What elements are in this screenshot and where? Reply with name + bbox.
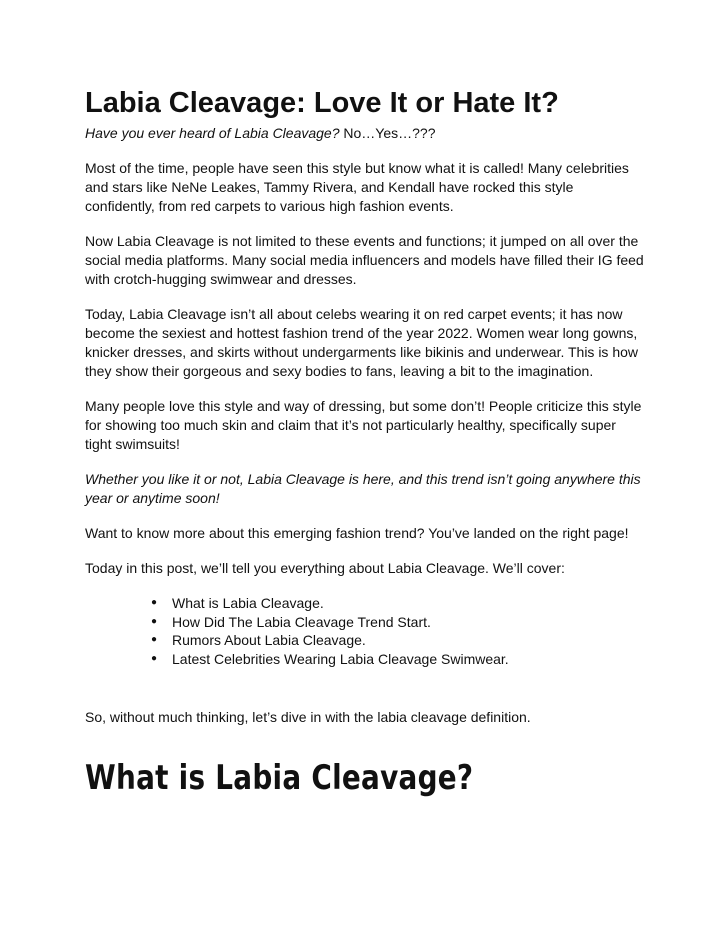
paragraph-social-media: Now Labia Cleavage is not limited to these events and functions; it jumped on all over the social media platforms. Many social media influencers and models have filled their IG feed with crotch-hugging swimwear and dresses. [85,233,644,287]
intro-line [85,124,645,143]
paragraph-trend-2022: Today, Labia Cleavage isn’t all about celebs wearing it on red carpet events; it has now become the sexiest and hottest fashion trend of the year 2022. Women wear long gowns, knicker dresses, and skirts without undergarments like bikinis and underwear. This is how they show their gorgeous and sexy bodies to fans, leaving a bit to the imagination. [85,306,638,379]
paragraph-cover: Today in this post, we’ll tell you everything about Labia Cleavage. We’ll cover: [85,560,565,576]
paragraph-closing: So, without much thinking, let’s dive in with the labia cleavage definition. [85,709,531,725]
list-item: ● Latest Celebrities Wearing Labia Cleavage Swimwear. [172,650,645,669]
list-item: ● What is Labia Cleavage. [172,594,645,613]
topics-list [85,594,645,668]
list-item: ● How Did The Labia Cleavage Trend Start. [172,613,645,632]
paragraph-celebrities: Most of the time, people have seen this style but know what it is called! Many celebrities and stars like NeNe Leakes, Tammy Rivera, and Kendall have rocked this style confidently, from red carpets to various high fashion events. [85,160,629,214]
section-heading: What is Labia Cleavage? [85,758,474,798]
paragraph-criticism: Many people love this style and way of dressing, but some don’t! People criticize this style for showing too much skin and claim that it’s not particularly healthy, specifically super tight swimsuits! [85,398,642,452]
list-item: ● Rumors About Labia Cleavage. [172,631,645,650]
intro-question: Have you ever heard of Labia Cleavage? [85,125,340,141]
document-page [85,84,645,799]
article-title: Labia Cleavage: Love It or Hate It? [85,87,559,119]
italic-paragraph: Whether you like it or not, Labia Cleavage is here, and this trend isn’t going anywhere this year or anytime soon! [85,471,641,506]
intro-answer: No…Yes…??? [339,125,436,141]
paragraph-know-more: Want to know more about this emerging fashion trend? You’ve landed on the right page! [85,525,629,541]
